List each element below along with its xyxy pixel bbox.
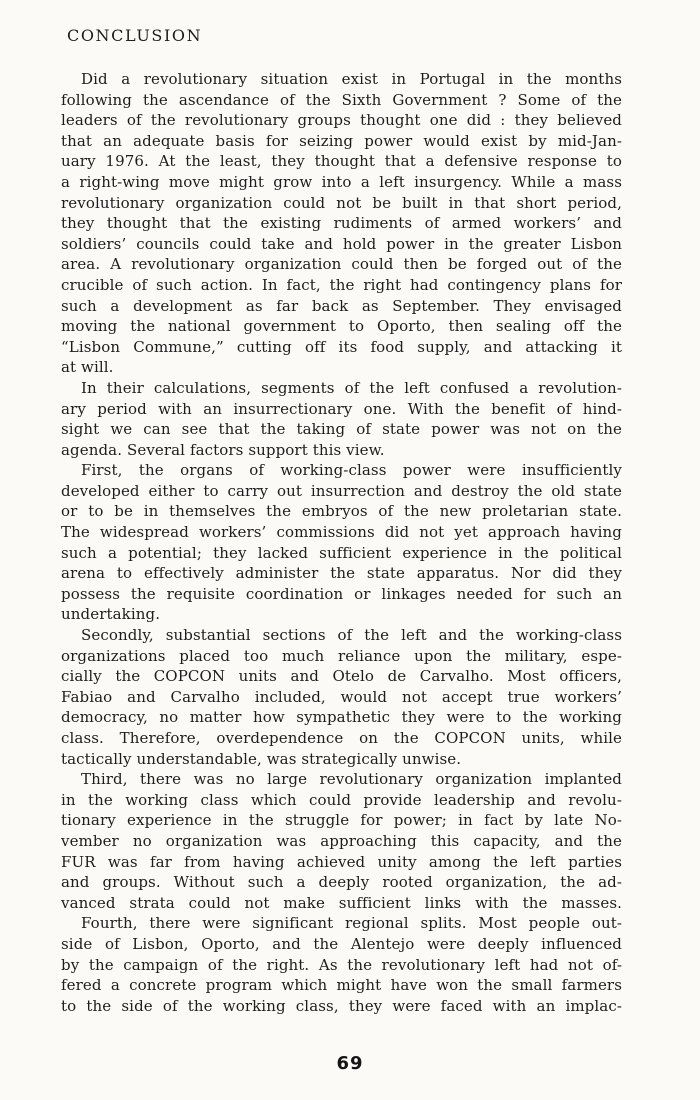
text-line: Fabiao and Carvalho included, would not accept true workers’ — [61, 687, 622, 706]
text-line: undertaking. — [61, 605, 161, 624]
text-line: Fourth, there were significant regional splits. Most people out- — [81, 914, 622, 933]
text-line: crucible of such action. In fact, the right had contingency plans for — [61, 275, 622, 294]
text-line: vanced strata could not make sufficient links with the masses. — [61, 893, 622, 912]
text-line: fered a concrete program which might have won the small farmers — [61, 976, 622, 995]
text-line: developed either to carry out insurrection and destroy the old state — [61, 481, 622, 500]
text-line: arena to effectively administer the state apparatus. Nor did they — [61, 564, 622, 583]
text-line: moving the national government to Oporto, then sealing off the — [61, 317, 622, 336]
text-line: leaders of the revolutionary groups thought one did : they believed — [61, 111, 622, 130]
text-line: cially the COPCON units and Otelo de Carvalho. Most officers, — [61, 667, 622, 686]
text-line: democracy, no matter how sympathetic they were to the working — [61, 708, 622, 727]
text-line: organizations placed too much reliance upon the military, espe- — [61, 646, 622, 665]
text-line: class. Therefore, overdependence on the COPCON units, while — [61, 729, 622, 747]
text-line: tionary experience in the struggle for power; in fact by late No- — [61, 811, 622, 830]
text-line: area. A revolutionary organization could then be forged out of the — [61, 255, 622, 274]
page-number: 69 — [336, 1053, 364, 1074]
text-line: possess the requisite coordination or linkages needed for such an — [61, 584, 622, 603]
text-line: Did a revolutionary situation exist in Portugal in the months — [81, 70, 622, 88]
text-line: Third, there was no large revolutionary organization implanted — [81, 770, 622, 789]
text-line: revolutionary organization could not be built in that short period, — [61, 193, 622, 212]
chapter-heading: CONCLUSION — [67, 26, 203, 45]
text-line: The widespread workers’ commissions did not yet approach having — [61, 523, 622, 542]
text-line: that an adequate basis for seizing power would exist by mid-Jan- — [61, 131, 622, 150]
text-line: In their calculations, segments of the left confused a revolution- — [81, 378, 622, 397]
text-line: “Lisbon Commune,” cutting off its food supply, and attacking it — [61, 337, 622, 356]
text-line: such a potential; they lacked sufficient experience in the political — [61, 543, 622, 562]
text-line: soldiers’ councils could take and hold power in the greater Lisbon — [61, 234, 622, 253]
text-line: First, the organs of working-class power were insufficiently — [81, 461, 622, 480]
text-line: to the side of the working class, they were faced with an implac- — [61, 996, 622, 1015]
text-line: at will. — [61, 358, 114, 377]
text-line: a right-wing move might grow into a left insurgency. While a mass — [61, 172, 622, 191]
text-line: following the ascendance of the Sixth Government ? Some of the — [61, 90, 622, 109]
text-line: or to be in themselves the embryos of the new proletarian state. — [61, 502, 622, 521]
text-line: such a development as far back as September. They envisaged — [61, 296, 622, 315]
text-line: by the campaign of the right. As the revolutionary left had not of- — [61, 955, 622, 974]
text-line: sight we can see that the taking of state power was not on the — [61, 420, 622, 439]
text-line: vember no organization was approaching this capacity, and the — [61, 831, 622, 850]
text-line: and groups. Without such a deeply rooted organization, the ad- — [61, 873, 622, 892]
text-line: they thought that the existing rudiments of armed workers’ and — [61, 214, 622, 233]
text-line: in the working class which could provide leadership and revolu- — [61, 790, 622, 809]
text-line: agenda. Several factors support this view. — [61, 440, 385, 459]
body-text — [61, 69, 622, 1016]
text-line: ary period with an insurrectionary one. With the benefit of hind- — [61, 399, 622, 418]
text-line: side of Lisbon, Oporto, and the Alentejo were deeply influenced — [61, 934, 622, 953]
text-line: uary 1976. At the least, they thought that a defensive response to — [61, 152, 622, 171]
text-line: tactically understandable, was strategically unwise. — [61, 749, 462, 768]
text-line: FUR was far from having achieved unity among the left parties — [61, 852, 622, 871]
text-line: Secondly, substantial sections of the left and the working-class — [81, 626, 622, 645]
